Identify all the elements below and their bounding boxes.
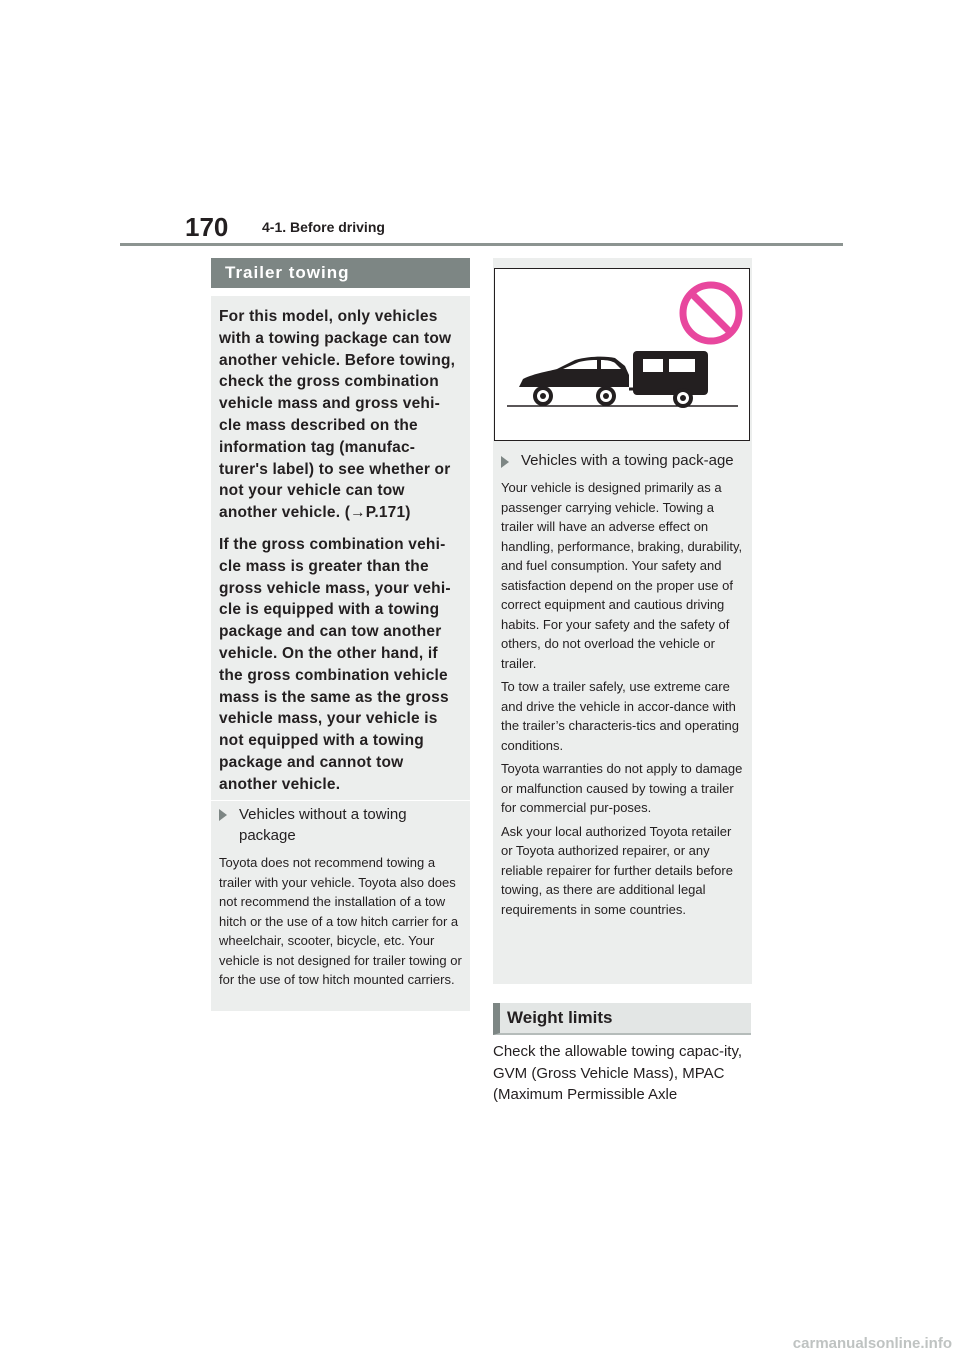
section-title: 4-1. Before driving: [262, 219, 385, 235]
weight-limits-heading: Weight limits: [493, 1003, 751, 1035]
with-package-paragraph-3: Toyota warranties do not apply to damage or malfunction caused by towing a trailer for commercial pur-poses.: [501, 761, 743, 815]
no-towing-prohibition-icon: [683, 285, 739, 341]
car-with-trailer-illustration: [495, 269, 749, 440]
weight-limits-text: Check the allowable towing capac-ity, GVM (Gross Vehicle Mass), MPAC (Maximum Permissible Axle: [493, 1043, 743, 1103]
towing-illustration: [494, 268, 750, 441]
intro-paragraph-2: If the gross combination vehi-cle mass is greater than the gross vehicle mass, your vehi-cle is equipped with a towing package and can tow another vehicle. On the other hand, if the gross combination vehicle mass is the same as the gross vehicle mass, your vehicle is not equipped with a towing package and cannot tow another vehicle.: [219, 535, 451, 793]
watermark: carmanualsonline.info: [792, 1335, 952, 1352]
trailer-towing-heading: Trailer towing: [211, 258, 470, 288]
with-package-paragraph-1: Your vehicle is designed primarily as a passenger carrying vehicle. Towing a trailer will have an adverse effect on handling, performance, braking, durability, and fuel consumption. Your safety and satisfaction depend on the proper use of correct equipment and cautious driving habits. For your safety and the safety of others, do not overload the vehicle or trailer.: [501, 480, 743, 671]
with-package-section: [493, 450, 752, 923]
with-package-paragraph-2: To tow a trailer safely, use extreme care and drive the vehicle in accor-dance with the trailer’s characteris-tics and operating conditions.: [501, 679, 739, 753]
without-package-title-text: Vehicles without a towing package: [239, 806, 407, 844]
triangle-bullet-icon: [219, 809, 227, 821]
header-rule: [120, 243, 843, 246]
page-number: 170: [185, 212, 229, 242]
triangle-bullet-icon: [501, 456, 509, 468]
without-package-text: Toyota does not recommend towing a trailer with your vehicle. Toyota also does not recommend the installation of a tow hitch or the use of a tow hitch carrier for a wheelchair, scooter, bicycle, etc. Your vehicle is not designed for trailer towing or for the use of tow hitch mounted carriers.: [219, 855, 462, 987]
without-package-panel: [211, 800, 470, 1011]
without-package-title: [211, 804, 462, 846]
with-package-paragraph-4: Ask your local authorized Toyota retailer or Toyota authorized repairer, or any reliable repairer for further details before towing, as there are additional legal requirements in some countries.: [501, 823, 733, 917]
intro-paragraph-1: For this model, only vehicles with a towing package can tow another vehicle. Before towing, check the gross combination vehicle mass and gross vehi-cle mass described on the information tag (manufac-turer's label) to see whether or not your vehicle can tow another vehicle. (→P.171): [219, 308, 456, 522]
with-package-title: [493, 450, 744, 472]
with-package-title-text: Vehicles with a towing pack-age: [521, 452, 734, 469]
intro-panel: [211, 296, 470, 800]
